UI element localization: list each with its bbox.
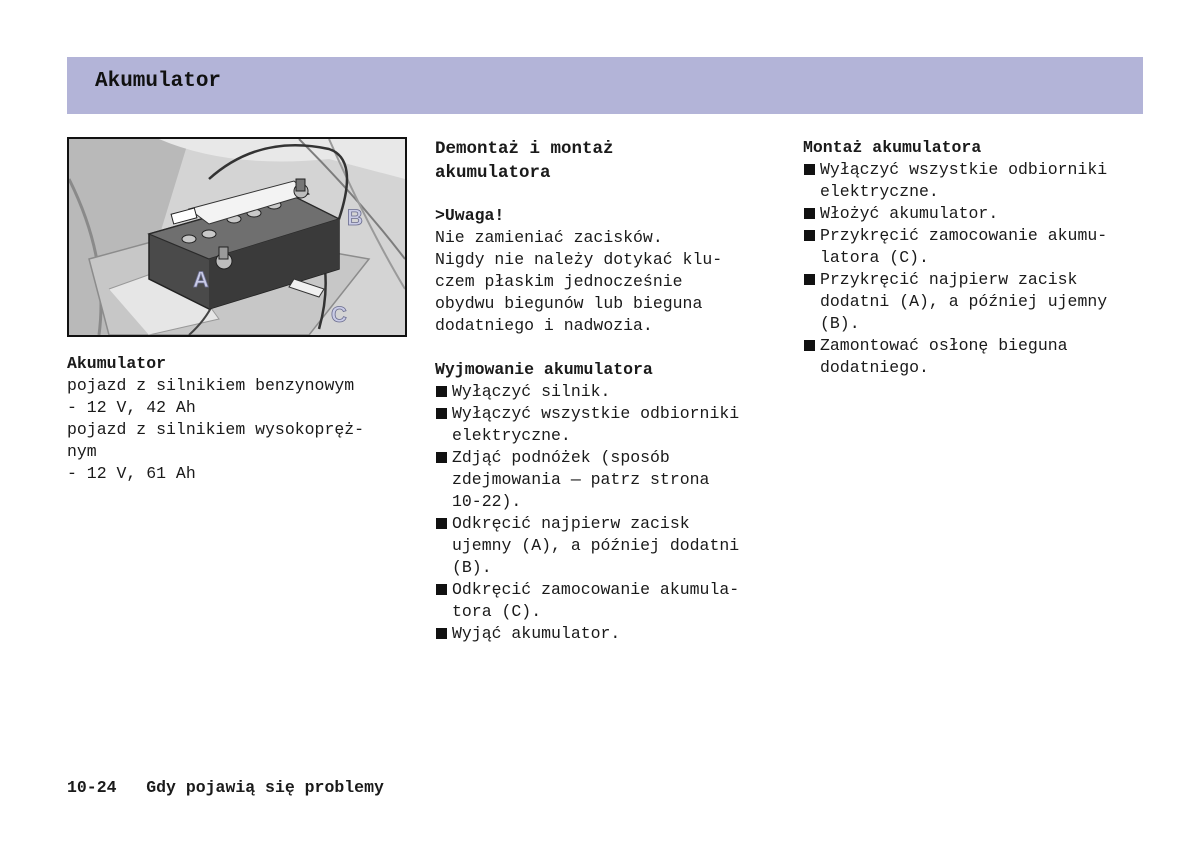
caption-line: pojazd z silnikiem wysokopręż- xyxy=(67,420,365,439)
removal-steps xyxy=(435,381,780,645)
list-item: Włożyć akumulator. xyxy=(803,203,1148,225)
list-item: Wyjąć akumulator. xyxy=(435,623,780,645)
installation-column xyxy=(803,137,1148,379)
list-item: Wyłączyć silnik. xyxy=(435,381,780,403)
page-title: Akumulator xyxy=(95,70,222,93)
callout-c: C xyxy=(331,302,347,327)
list-item: Odkręcić najpierw zacisk ujemny (A), a później dodatni (B). xyxy=(435,513,780,579)
callout-b: B xyxy=(347,205,363,230)
installation-steps xyxy=(803,159,1148,379)
warning-label: >Uwaga! xyxy=(435,206,505,225)
list-item: Przykręcić zamocowanie akumu- latora (C). xyxy=(803,225,1148,269)
battery-illustration xyxy=(67,137,407,337)
list-item: Odkręcić zamocowanie akumula- tora (C). xyxy=(435,579,780,623)
removal-column xyxy=(435,137,780,645)
removal-heading: Wyjmowanie akumulatora xyxy=(435,360,653,379)
list-item: Wyłączyć wszystkie odbiorniki elektryczne. xyxy=(435,403,780,447)
list-item: Zamontować osłonę bieguna dodatniego. xyxy=(803,335,1148,379)
figure-caption xyxy=(67,353,407,485)
page-footer xyxy=(67,777,384,799)
caption-title: Akumulator xyxy=(67,354,167,373)
page-number: 10-24 xyxy=(67,778,117,797)
battery-drawing xyxy=(69,139,405,335)
chapter-title: Gdy pojawią się problemy xyxy=(146,778,384,797)
caption-line: - 12 V, 61 Ah xyxy=(67,464,196,483)
list-item: Przykręcić najpierw zacisk dodatni (A), a później ujemny (B). xyxy=(803,269,1148,335)
installation-heading: Montaż akumulatora xyxy=(803,138,982,157)
caption-line: nym xyxy=(67,442,97,461)
warning-text: Nie zamieniać zacisków. Nigdy nie należy dotykać klu- czem płaskim jednocześnie obydwu biegunów lub bieguna dodatniego i nadwozia. xyxy=(435,228,723,335)
callout-a: A xyxy=(193,267,209,292)
section-heading: Demontaż i montaż akumulatora xyxy=(435,139,614,183)
list-item: Zdjąć podnóżek (sposób zdejmowania — patrz strona 10-22). xyxy=(435,447,780,513)
page-header-bar xyxy=(67,57,1143,114)
list-item: Wyłączyć wszystkie odbiorniki elektryczne. xyxy=(803,159,1148,203)
caption-line: pojazd z silnikiem benzynowym xyxy=(67,376,355,395)
caption-line: - 12 V, 42 Ah xyxy=(67,398,196,417)
